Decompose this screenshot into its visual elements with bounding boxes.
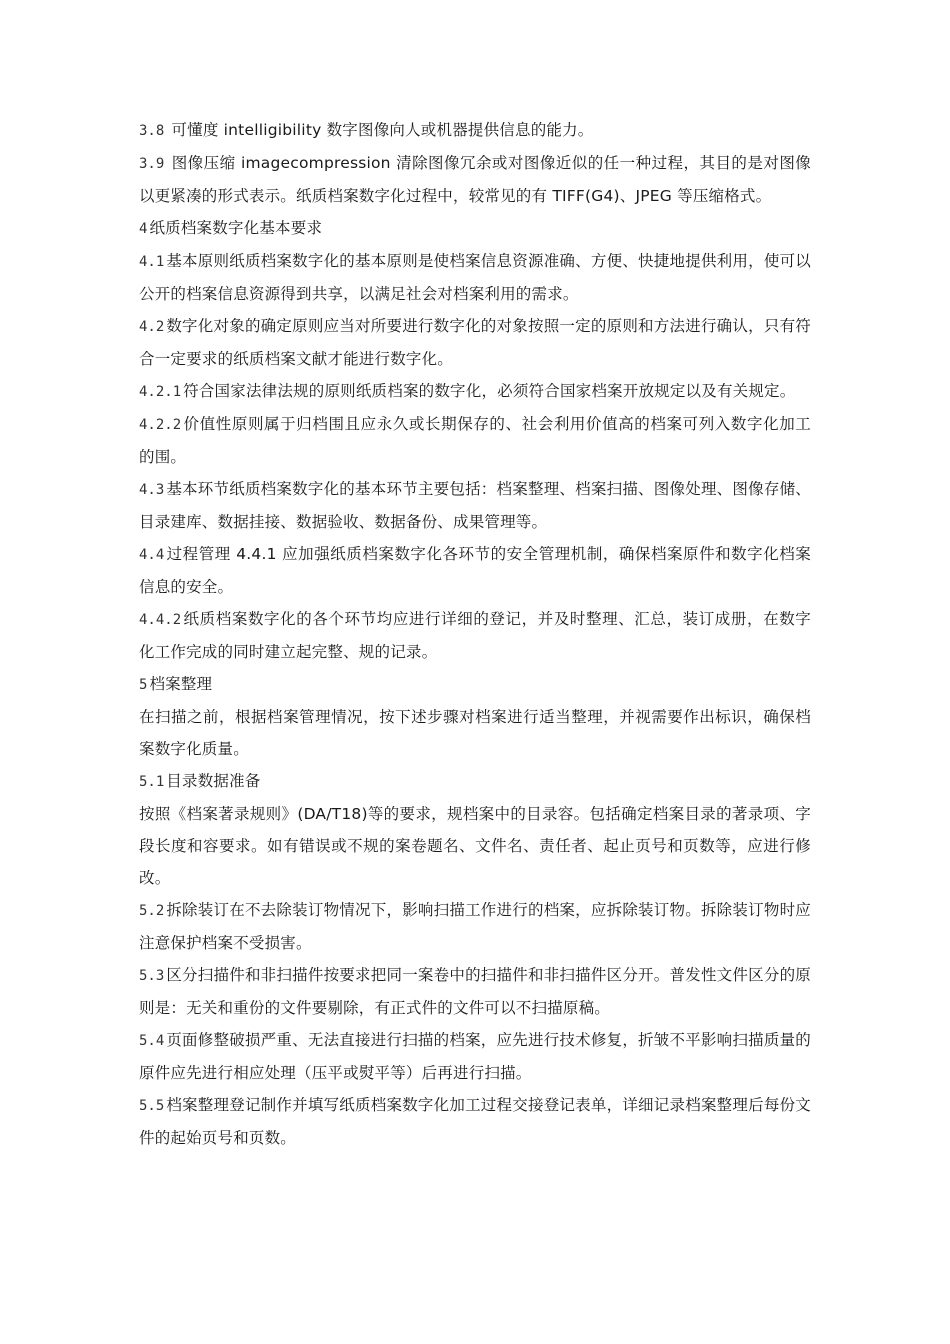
paragraph-text: 拆除装订在不去除装订物情况下，影响扫描工作进行的档案，应拆除装订物。拆除装订物时应注意保护档案不受损害。 [139, 901, 811, 952]
paragraph-text: 页面修整破损严重、无法直接进行扫描的档案，应先进行技术修复，折皱不平影响扫描质量的原件应先进行相应处理（压平或熨平等）后再进行扫描。 [139, 1031, 811, 1082]
paragraph-4-4 [139, 538, 811, 603]
paragraph-text: 区分扫描件和非扫描件按要求把同一案卷中的扫描件和非扫描件区分开。普发性文件区分的原则是：无关和重份的文件要剔除，有正式件的文件可以不扫描原稿。 [139, 966, 811, 1017]
paragraph-text: 价值性原则属于归档围且应永久或长期保存的、社会利用价值高的档案可列入数字化加工的围。 [139, 415, 811, 466]
paragraph-3-8 [139, 114, 811, 147]
paragraph-5-4 [139, 1024, 811, 1089]
section-number: 5.1 [139, 774, 165, 790]
paragraph-text: 基本原则纸质档案数字化的基本原则是使档案信息资源准确、方便、快捷地提供利用，使可以公开的档案信息资源得到共享，以满足社会对档案利用的需求。 [139, 252, 811, 303]
section-number: 3.9 [139, 156, 165, 172]
paragraph-text: 数字化对象的确定原则应当对所要进行数字化的对象按照一定的原则和方法进行确认，只有符合一定要求的纸质档案文献才能进行数字化。 [139, 317, 811, 368]
paragraph-3-9 [139, 147, 811, 212]
paragraph-text: 图像压缩 imagecompression 清除图像冗余或对图像近似的任一种过程，其目的是对图像以更紧凑的形式表示。纸质档案数字化过程中，较常见的有 TIFF(G4)、JPEG 等压缩格式。 [139, 154, 811, 205]
paragraph-5-1-body [139, 798, 811, 894]
document-body [139, 114, 811, 1154]
paragraph-5-5 [139, 1089, 811, 1154]
section-number: 4 [139, 221, 148, 237]
section-number: 5 [139, 677, 148, 693]
paragraph-text: 在扫描之前，根据档案管理情况，按下述步骤对档案进行适当整理，并视需要作出标识，确保档案数字化质量。 [139, 708, 811, 758]
heading-5 [139, 668, 811, 701]
paragraph-text: 纸质档案数字化的各个环节均应进行详细的登记，并及时整理、汇总，装订成册，在数字化工作完成的同时建立起完整、规的记录。 [139, 610, 811, 661]
heading-text: 目录数据准备 [166, 772, 261, 790]
section-number: 5.4 [139, 1033, 165, 1049]
section-number: 4.1 [139, 254, 165, 270]
section-number: 4.3 [139, 482, 165, 498]
paragraph-text: 符合国家法律法规的原则纸质档案的数字化，必须符合国家档案开放规定以及有关规定。 [183, 382, 796, 400]
paragraph-text: 可懂度 intelligibility 数字图像向人或机器提供信息的能力。 [166, 121, 594, 139]
section-number: 5.3 [139, 968, 165, 984]
paragraph-4-1 [139, 245, 811, 310]
paragraph-4-3 [139, 473, 811, 538]
heading-text: 纸质档案数字化基本要求 [149, 219, 323, 237]
section-number: 4.4.2 [139, 612, 182, 628]
paragraph-5-2 [139, 894, 811, 959]
section-number: 4.2.1 [139, 384, 182, 400]
paragraph-text: 按照《档案著录规则》(DA/T18)等的要求，规档案中的目录容。包括确定档案目录的著录项、字段长度和容要求。如有错误或不规的案卷题名、文件名、责任者、起止页号和页数等，应进行修改。 [139, 805, 811, 887]
heading-5-1 [139, 765, 811, 798]
section-number: 4.4 [139, 547, 165, 563]
heading-text: 档案整理 [149, 675, 213, 693]
paragraph-text: 基本环节纸质档案数字化的基本环节主要包括：档案整理、档案扫描、图像处理、图像存储、目录建库、数据挂接、数据验收、数据备份、成果管理等。 [139, 480, 811, 531]
paragraph-4-2-2 [139, 408, 811, 473]
paragraph-4-2-1 [139, 375, 811, 408]
section-number: 4.2 [139, 319, 165, 335]
heading-4 [139, 212, 811, 245]
section-number: 5.5 [139, 1098, 165, 1114]
paragraph-text: 档案整理登记制作并填写纸质档案数字化加工过程交接登记表单，详细记录档案整理后每份文件的起始页号和页数。 [139, 1096, 811, 1147]
paragraph-5-intro [139, 701, 811, 765]
paragraph-text: 过程管理 4.4.1 应加强纸质档案数字化各环节的安全管理机制，确保档案原件和数字化档案信息的安全。 [139, 545, 811, 596]
paragraph-4-4-2 [139, 603, 811, 668]
section-number: 4.2.2 [139, 417, 182, 433]
paragraph-5-3 [139, 959, 811, 1024]
section-number: 5.2 [139, 903, 165, 919]
section-number: 3.8 [139, 123, 165, 139]
paragraph-4-2 [139, 310, 811, 375]
